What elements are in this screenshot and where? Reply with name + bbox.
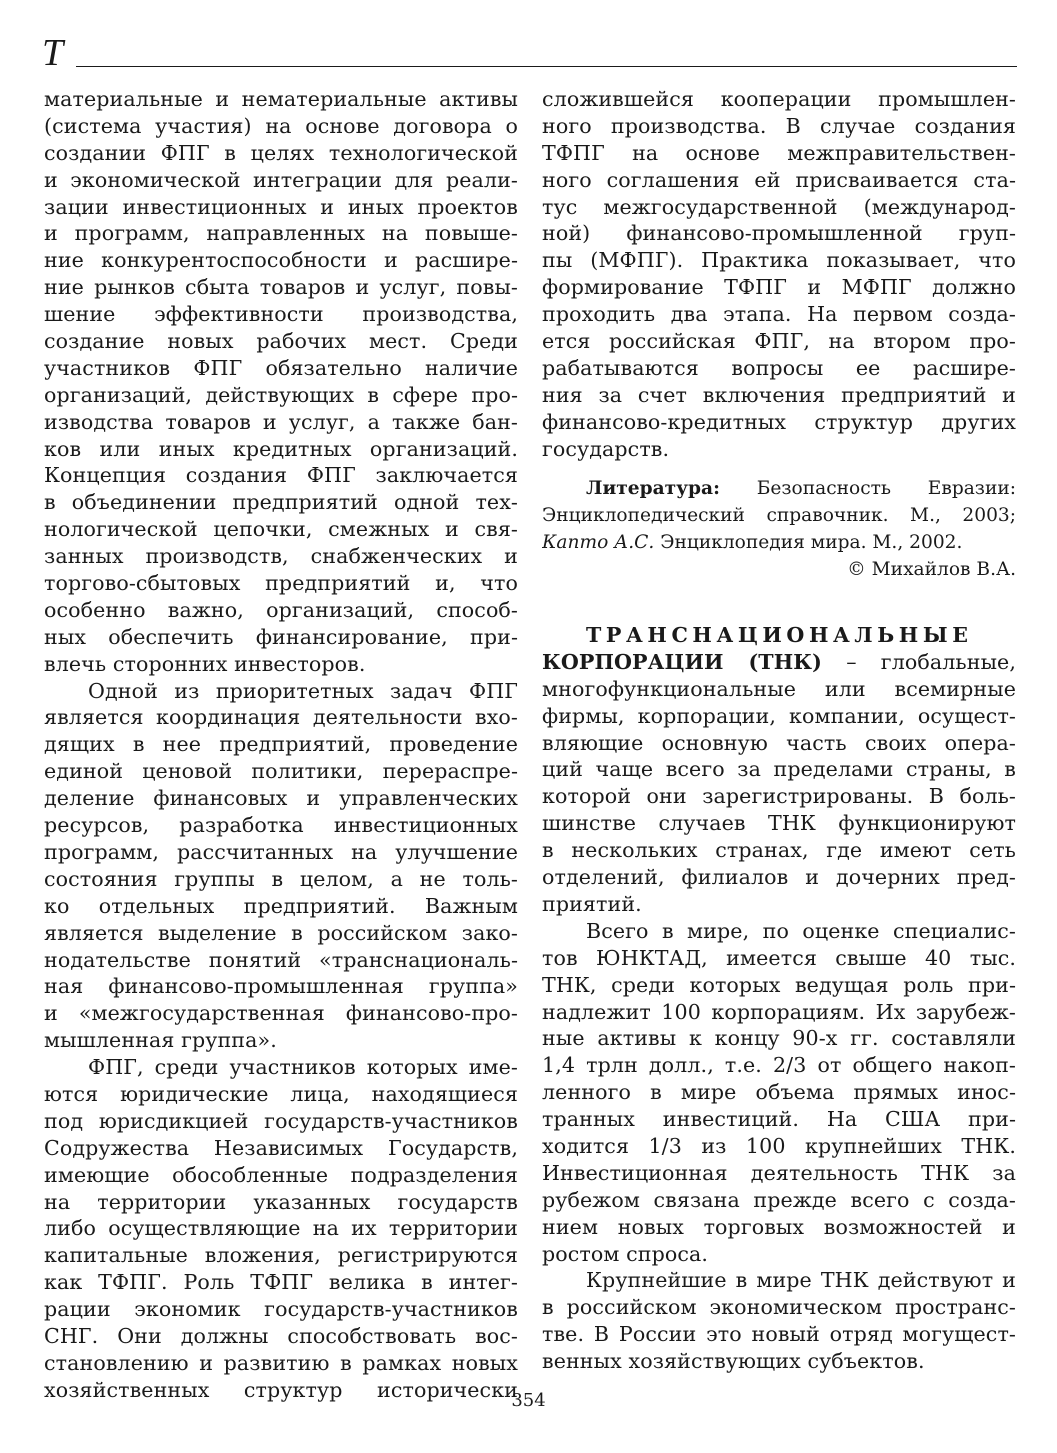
text-line: нием новых торговых возможностей и: [542, 1214, 1016, 1239]
text-line: финансово-кредитных структур других: [542, 409, 1016, 434]
dictionary-entry: [542, 622, 1016, 1375]
header-rule: [76, 66, 1017, 67]
text-line: рабатываются вопросы ее расшире-: [542, 355, 1016, 380]
text-line: приятий.: [542, 891, 642, 916]
text-line: ются юридические лица, находящиеся: [44, 1081, 518, 1106]
text-line: на территории указанных государств: [44, 1189, 518, 1214]
text-line: дящих в нее предприятий, проведение: [44, 732, 518, 757]
section-letter: Т: [42, 32, 64, 74]
text-line: Концепция создания ФПГ заключается: [44, 463, 518, 488]
text-line: создание новых рабочих мест. Среди: [44, 329, 518, 354]
text-line: и экономической интеграции для реали-: [44, 167, 518, 192]
left-column: [44, 86, 518, 1404]
text-line: в объединении предприятий одной тех-: [44, 490, 518, 515]
text-line: ко отдельных предприятий. Важным: [44, 893, 518, 918]
entry-definition-start: – глобальные,: [821, 649, 1016, 674]
text-line: единой ценовой политики, перераспре-: [44, 759, 518, 784]
text-line: ресурсов, разработка инвестиционных: [44, 813, 518, 838]
text-line: шение эффективности производства,: [44, 302, 518, 327]
text-line: рации экономик государств-участников: [44, 1297, 518, 1322]
text-line: ется российская ФПГ, на втором про-: [542, 329, 1016, 354]
text-line: ков или иных кредитных организаций.: [44, 436, 518, 461]
text-line: (система участия) на основе договора о: [44, 113, 518, 138]
text-line: 1,4 трлн долл., т.е. 2/3 от общего накоп-: [542, 1053, 1016, 1078]
right-column-continuation: [542, 86, 1016, 462]
text-line: нологической цепочки, смежных и свя-: [44, 517, 518, 542]
spacer: [542, 462, 1016, 476]
text-line: надлежит 100 корпорациям. Их зарубеж-: [542, 999, 1016, 1024]
text-line: тов ЮНКТАД, имеется свыше 40 тыс.: [542, 945, 1016, 970]
text-line: имеющие обособленные подразделения: [44, 1162, 518, 1187]
text-line: торгово-сбытовых предприятий и, что: [44, 571, 518, 596]
literature-line: Энциклопедический справочник. М., 2003;: [542, 505, 1016, 527]
text-line: состояния группы в целом, а не толь-: [44, 866, 518, 891]
text-line: организаций, действующих в сфере про-: [44, 382, 518, 407]
text-line: Инвестиционная деятельность ТНК за: [542, 1160, 1016, 1185]
text-line: ние конкурентоспособности и расшире-: [44, 248, 518, 273]
entry-term: ТРАНСНАЦИОНАЛЬНЫЕ: [586, 623, 973, 648]
text-line: зации инвестиционных и иных проектов: [44, 194, 518, 219]
text-line: влечь сторонних инвесторов.: [44, 651, 366, 676]
text-line: ной) финансово-промышленной груп-: [542, 221, 1016, 246]
text-line: тве. В России это новый отряд могущест-: [542, 1322, 1016, 1347]
text-line: нодательстве понятий «транснациональ-: [44, 947, 518, 972]
text-line: проходить два этапа. На первом созда-: [542, 302, 1016, 327]
text-line: деление финансовых и управленческих: [44, 786, 518, 811]
text-line: Крупнейшие в мире ТНК действуют и: [586, 1268, 1016, 1293]
text-line: ные активы к концу 90-х гг. составляли: [542, 1026, 1016, 1051]
text-line: в нескольких странах, где имеют сеть: [542, 838, 1016, 863]
page-number: 354: [511, 1390, 546, 1411]
spacer: [542, 584, 1016, 622]
text-line: в российском экономическом пространс-: [542, 1295, 1016, 1320]
text-line: ФПГ, среди участников которых име-: [88, 1055, 518, 1080]
text-line: изводства товаров и услуг, а также бан-: [44, 409, 518, 434]
text-line: капитальные вложения, регистрируются: [44, 1243, 518, 1268]
literature-author: Капто А.С.: [542, 532, 655, 554]
text-line: формирование ТФПГ и МФПГ должно: [542, 275, 1016, 300]
right-column: [542, 86, 1016, 1375]
text-line: и программ, направленных на повыше-: [44, 221, 518, 246]
text-line: Содружества Независимых Государств,: [44, 1135, 518, 1160]
text-line: транных инвестиций. На США при-: [542, 1107, 1016, 1132]
text-line: ТФПГ на основе межправительствен-: [542, 140, 1016, 165]
entry-term-line: [542, 622, 1016, 649]
text-line: ТНК, среди которых ведущая роль при-: [542, 972, 1016, 997]
running-header: [42, 28, 1017, 72]
text-line: ная финансово-промышленная группа»: [44, 974, 518, 999]
text-line: особенно важно, организаций, способ-: [44, 597, 518, 622]
text-line: шинстве случаев ТНК функционируют: [542, 811, 1016, 836]
literature-label: Литература:: [586, 478, 720, 500]
literature-block: [542, 476, 1016, 584]
text-line: ций чаще всего за пределами страны, в: [542, 757, 1016, 782]
text-line: ние рынков сбыта товаров и услуг, повы-: [44, 275, 518, 300]
text-line: фирмы, корпорации, компании, осущест-: [542, 703, 1016, 728]
text-line: которой они зарегистрированы. В боль-: [542, 784, 1016, 809]
text-line: вляющие основную часть своих опера-: [542, 730, 1016, 755]
text-line: рубежом связана прежде всего с созда-: [542, 1187, 1016, 1212]
text-line: создании ФПГ в целях технологической: [44, 140, 518, 165]
text-line: ленного в мире объема прямых инос-: [542, 1080, 1016, 1105]
text-line: СНГ. Они должны способствовать вос-: [44, 1323, 518, 1348]
text-line: ного соглашения ей присваивается ста-: [542, 167, 1016, 192]
text-line: занных производств, снабженческих и: [44, 544, 518, 569]
text-line: участников ФПГ обязательно наличие: [44, 355, 518, 380]
entry-body: [542, 676, 1016, 1375]
text-line: ростом спроса.: [542, 1241, 709, 1266]
text-line: тус межгосударственной (международ-: [542, 194, 1016, 219]
literature-line: [542, 530, 1016, 557]
text-line: хозяйственных структур исторически: [44, 1377, 518, 1402]
text-line: государств.: [542, 436, 670, 461]
text-line: мышленная группа».: [44, 1028, 277, 1053]
text-line: программ, рассчитанных на улучшение: [44, 839, 518, 864]
text-line: Всего в мире, по оценке специалис-: [586, 918, 1016, 943]
text-line: ного производства. В случае создания: [542, 113, 1016, 138]
text-line: пы (МФПГ). Практика показывает, что: [542, 248, 1016, 273]
text-line: сложившейся кооперации промышлен-: [542, 87, 1016, 111]
text-line: ходится 1/3 из 100 крупнейших ТНК.: [542, 1133, 1016, 1158]
text-line: как ТФПГ. Роль ТФПГ велика в интег-: [44, 1270, 518, 1295]
literature-line: [542, 476, 1016, 503]
text-line: является выделение в российском зако-: [44, 920, 518, 945]
text-line: является координация деятельности вхо-: [44, 705, 518, 730]
text-line: Одной из приоритетных задач ФПГ: [88, 678, 518, 703]
text-line: и «межгосударственная финансово-про-: [44, 1001, 518, 1026]
text-line: многофункциональные или всемирные: [542, 676, 1016, 701]
text-line: ния за счет включения предприятий и: [542, 382, 1016, 407]
literature-text: Безопасность Евразии:: [756, 478, 1016, 500]
text-line: либо осуществляющие на их территории: [44, 1216, 518, 1241]
entry-term: КОРПОРАЦИИ (ТНК): [542, 649, 822, 674]
text-line: отделений, филиалов и дочерних пред-: [542, 865, 1016, 890]
entry-term-line: [542, 649, 1016, 676]
text-line: материальные и нематериальные активы: [44, 87, 518, 111]
author-signature: © Михайлов В.А.: [847, 559, 1016, 581]
literature-text: Энциклопедия мира. М., 2002.: [660, 532, 963, 554]
text-line: под юрисдикцией государств-участников: [44, 1108, 518, 1133]
text-line: становлению и развитию в рамках новых: [44, 1350, 518, 1375]
text-line: ных обеспечить финансирование, при-: [44, 624, 518, 649]
text-line: венных хозяйствующих субъектов.: [542, 1349, 925, 1374]
